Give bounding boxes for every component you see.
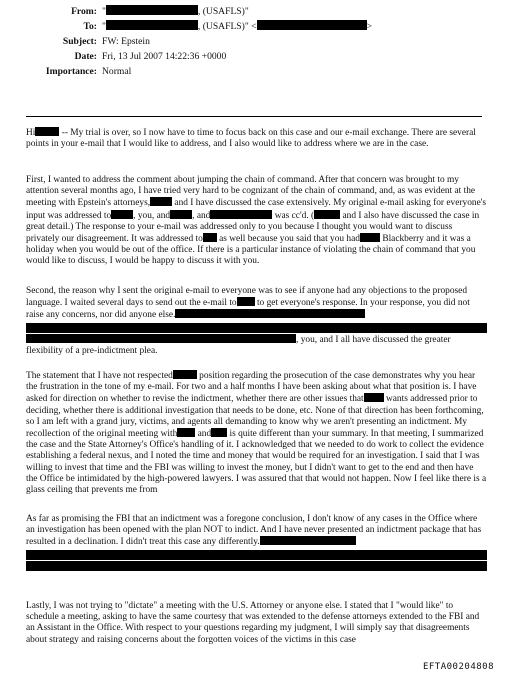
from-label: From: xyxy=(71,6,97,17)
redaction-bar xyxy=(26,561,487,571)
importance-row xyxy=(0,64,512,79)
date-label: Date: xyxy=(74,51,97,62)
redaction-block xyxy=(203,233,217,242)
to-value: " , (USAFLS)" < > xyxy=(102,21,372,32)
subject-row xyxy=(0,34,512,49)
redaction-block xyxy=(210,210,272,219)
redaction-block xyxy=(175,309,365,318)
date-value: Fri, 13 Jul 2007 14:22:36 +0000 xyxy=(102,51,227,62)
subject-value: FW: Epstein xyxy=(102,36,150,47)
header-divider xyxy=(26,116,482,117)
from-row xyxy=(0,4,512,19)
to-label: To: xyxy=(83,21,97,32)
redaction-block xyxy=(364,393,384,402)
redaction-block xyxy=(360,233,380,242)
redaction-bar xyxy=(26,550,487,560)
redaction-block xyxy=(106,20,198,30)
redaction-bar xyxy=(26,323,487,333)
redaction-block xyxy=(237,297,255,306)
redaction-block xyxy=(170,210,192,219)
redaction-block xyxy=(106,5,198,15)
redaction-block xyxy=(26,334,296,343)
document-id: EFTA00204808 xyxy=(422,662,494,672)
paragraph-1: Hi -- My trial is over, so I now have to time to focus back on this case and our e-mail exchange. There are several points in your e-mail that I would like to address, and I also would like to address where we are in the case. xyxy=(26,128,476,150)
date-row xyxy=(0,49,512,64)
paragraph-4: The statement that I have not respected position regarding the prosecution of the case demonstrates why you hear the frustration in the tone of my e-mail. For two and a half months I have been asking about what that position is. I have asked for direction on whether to revise the indictment, whether there are other issues that wants addressed prior to deciding, whether there is additional investigation that needs to be done, etc. None of that direction has been forthcoming, so I am left with a grand jury, victims, and agents all demanding to know why we aren't presenting an indictment. My recollection of the original meeting with and is quite different than your summary. In that meeting, I summarized the case and the State Attorney's Office's handling of it. I acknowledged that we needed to do work to collect the evidence establishing a federal nexus, and I noted the time and money that would be required for an investigation. I said that I was willing to invest that time and the FBI was willing to invest the money, but I didn't want to get to the end and then have the Office be intimidated by the high-powered lawyers. I was assured that that would not happen. Now I feel like there is a glass ceiling that prevents me from xyxy=(26,371,487,496)
redaction-block xyxy=(177,428,195,437)
importance-label: Importance: xyxy=(45,66,97,77)
to-row xyxy=(0,19,512,34)
redaction-block xyxy=(173,370,197,379)
paragraph-3: Second, the reason why I sent the original e-mail to everyone was to see if anyone had any objections to the proposed language. I waited several days to send out the e-mail to to get everyone's response. In your response, you did not raise any concerns, nor did anyone else. , you, and I all have discussed the greater flexibility of a pre-indictment plea. xyxy=(26,286,487,357)
paragraph-5: As far as promising the FBI that an indictment was a foregone conclusion, I don't know of any cases in the Office where an investigation has been opened with the plan NOT to indict. And I have never presented an indictment package that has resulted in a declination. I didn't treat this case any differently. xyxy=(26,514,487,572)
subject-label: Subject: xyxy=(62,36,97,47)
redaction-block xyxy=(260,536,356,545)
redaction-block xyxy=(35,127,59,136)
redaction-block xyxy=(150,197,172,206)
redaction-block xyxy=(257,20,367,30)
importance-value: Normal xyxy=(102,66,132,77)
redaction-block xyxy=(211,428,227,437)
paragraph-6: Lastly, I was not trying to "dictate" a meeting with the U.S. Attorney or anyone else. I stated that I "would like" to schedule a meeting, asking to have the same courtesy that was extended to the defense attorneys extended to the FBI and an Assistant in the Office. With respect to your questions regarding my judgment, I will simply say that disagreements about strategy and raising concerns about the forgotten voices of the victims in this case xyxy=(26,601,480,645)
redaction-block xyxy=(111,210,133,219)
from-value: " , (USAFLS)" xyxy=(102,6,249,17)
paragraph-2: First, I wanted to address the comment about jumping the chain of command. After that concern was brought to my attention several months ago, I have tried very hard to be cognizant of the chain of command, and, as was evident at the meeting with Epstein's attorneys, and I have discussed the case extensively. My original e-mail asking for everyone's input was addressed to , you, and , and was cc'd. ( and I also have discussed the case in great detail.) The response to your e-mail was addressed only to you because I thought you would want to discuss privately our disagreement. It was addressed to as well because you said that you had Blackberry and it was a holiday when you would be out of the office. If there is a particular instance of violating the chain of command that you would like to discuss, I would be happy to discuss it with you. xyxy=(26,175,487,267)
redaction-block xyxy=(314,210,340,219)
